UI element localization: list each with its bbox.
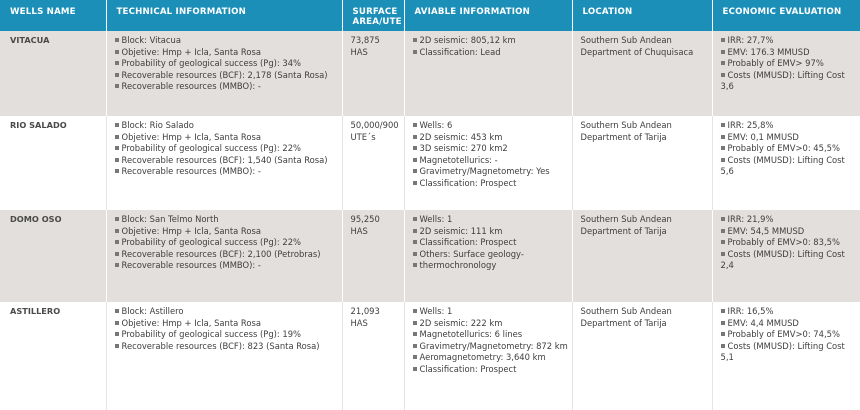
location-department: Department of Tarija [580,225,667,236]
list-item [413,143,568,155]
list-item-text: Wells: 6 [419,120,453,130]
list-item-text: IRR: 21,9% [727,214,774,224]
list-item [413,214,568,226]
list-item [721,341,857,364]
list-item [413,260,568,272]
list-item-text: EMV: 54,5 MMUSD [727,225,805,236]
list-item-text: IRR: 27,7% [727,35,774,45]
list-item-text: IRR: 16,5% [727,306,774,316]
well-name-cell [0,116,106,210]
list-item-text: Block: Astillero [121,306,184,316]
list-item-text: Block: Vitacua [121,35,181,45]
list-item-text: EMV: 0,1 MMUSD [727,131,799,142]
list-item [115,58,338,70]
list-item-text: Magnetotellurics: - [419,154,498,165]
bullet-icon [115,252,119,256]
list-item [413,306,568,318]
list-item [115,70,338,82]
bullet-icon [721,309,725,313]
location-cell [572,210,712,302]
list-item [413,226,568,238]
economic-eval-cell [712,116,860,210]
bullet-list [413,306,568,375]
bullet-icon [115,169,119,173]
list-item [721,70,857,93]
list-item [413,329,568,341]
bullet-icon [721,50,725,54]
list-item [721,214,857,226]
list-item [115,226,338,238]
bullet-icon [115,123,119,127]
list-item [413,120,568,132]
available-info-cell [404,210,572,302]
bullet-list [721,120,857,178]
list-item [721,143,857,155]
list-item-text: Probability of geological success (Pg): 22% [121,143,302,153]
bullet-icon [721,217,725,221]
surface-unit: HAS [350,46,368,57]
list-item-text: Probably of EMV>0: 83,5% [727,237,840,247]
location-department: Department of Chuquisaca [580,46,694,57]
list-item [115,132,338,144]
list-item-text: 2D seismic: 222 km [419,317,503,328]
bullet-icon [115,135,119,139]
list-item [721,306,857,318]
list-item [115,35,338,47]
list-item-text: Recoverable resources (BCF): 823 (Santa Rosa) [121,340,320,351]
list-item [413,364,568,376]
table-row [0,116,860,210]
list-item [721,47,857,59]
list-item [115,260,338,272]
bullet-icon [721,158,725,162]
list-item-text: Classification: Prospect [419,363,517,374]
bullet-icon [721,240,725,244]
list-item [115,214,338,226]
list-item [721,132,857,144]
list-item-text: Others: Surface geology- [419,248,524,259]
list-item-text: 2D seismic: 805,12 km [419,35,516,45]
list-item-text: Probably of EMV>0: 45,5% [727,143,840,153]
list-item [413,318,568,330]
bullet-list [721,306,857,364]
header-surface-area [342,0,404,31]
surface-area-cell [342,31,404,116]
surface-value: 73,875 [350,35,380,45]
well-name: DOMO OSO [10,214,62,224]
list-item-text: Recoverable resources (MMBO): - [121,81,261,91]
well-name: ASTILLERO [10,306,61,316]
list-item-text: Recoverable resources (BCF): 2,100 (Petrobras) [121,248,321,259]
list-item [721,120,857,132]
location-region: Southern Sub Andean [580,306,672,316]
bullet-icon [115,332,119,336]
bullet-list [721,214,857,272]
bullet-icon [413,50,417,54]
list-item-text: 2D seismic: 111 km [419,225,503,236]
bullet-icon [115,73,119,77]
well-name-cell [0,302,106,410]
list-item [721,35,857,47]
header-location: LOCATION [572,0,712,31]
bullet-icon [413,367,417,371]
table-row [0,31,860,116]
list-item-text: Aeromagnetometry: 3,640 km [419,352,546,362]
bullet-icon [721,344,725,348]
list-item [413,47,568,59]
bullet-icon [413,309,417,313]
list-item [721,58,857,70]
list-item-text: Costs (MMUSD): Lifting Cost 5,6 [720,154,845,176]
bullet-list [115,120,338,178]
bullet-icon [115,50,119,54]
bullet-icon [413,169,417,173]
bullet-icon [721,73,725,77]
surface-area-cell [342,210,404,302]
list-item-text: Block: Rio Salado [121,120,194,130]
bullet-icon [721,146,725,150]
well-name: VITACUA [10,35,50,45]
list-item-text: Wells: 1 [419,214,453,224]
location-department: Department of Tarija [580,317,667,328]
bullet-icon [413,38,417,42]
bullet-icon [115,229,119,233]
list-item-text: Classification: Prospect [419,177,517,188]
list-item-text: Classification: Lead [419,46,501,57]
list-item [413,341,568,353]
well-name-cell [0,31,106,116]
header-technical-information: TECHNICAL INFORMATION [106,0,342,31]
list-item-text: Magnetotellurics: 6 lines [419,329,523,339]
list-item-text: 2D seismic: 453 km [419,131,503,142]
list-item [413,132,568,144]
economic-eval-cell [712,31,860,116]
bullet-list [413,120,568,189]
list-item [721,249,857,272]
list-item-text: EMV: 4,4 MMUSD [727,317,799,328]
list-item-text: Objetive: Hmp + Icla, Santa Rosa [121,317,261,328]
list-item [115,120,338,132]
surface-value: 95,250 [350,214,380,224]
location-department: Department of Tarija [580,131,667,142]
list-item [721,155,857,178]
economic-eval-cell [712,210,860,302]
list-item-text: Probably of EMV> 97% [727,58,824,68]
surface-value: 21,093 [350,306,380,316]
bullet-list [413,214,568,272]
list-item [115,237,338,249]
bullet-icon [721,135,725,139]
bullet-icon [413,158,417,162]
bullet-icon [115,240,119,244]
bullet-icon [115,321,119,325]
header-surface-line1: SURFACE [352,7,398,17]
location-cell [572,31,712,116]
list-item-text: Recoverable resources (BCF): 1,540 (Santa Rosa) [121,154,328,165]
bullet-icon [721,252,725,256]
bullet-list [115,214,338,272]
available-info-cell [404,116,572,210]
header-wells-name: WELLS NAME [0,0,106,31]
list-item [413,166,568,178]
economic-eval-cell [712,302,860,410]
bullet-icon [413,332,417,336]
location-cell [572,116,712,210]
bullet-icon [115,263,119,267]
list-item [413,35,568,47]
list-item-text: EMV: 176.3 MMUSD [727,46,810,57]
list-item-text: Gravimetry/Magnetometry: 872 km [419,340,568,351]
header-economic-evaluation: ECONOMIC EVALUATION [712,0,860,31]
bullet-icon [115,84,119,88]
bullet-icon [413,229,417,233]
header-available-information: AVIABLE INFORMATION [404,0,572,31]
bullet-icon [721,123,725,127]
header-surface-line2: AREA/UTE [352,17,402,27]
list-item-text: Recoverable resources (MMBO): - [121,260,261,270]
list-item-text: Costs (MMUSD): Lifting Cost 5,1 [720,340,845,362]
list-item [115,47,338,59]
bullet-icon [115,309,119,313]
surface-unit: HAS [350,317,368,328]
bullet-icon [721,38,725,42]
list-item [115,166,338,178]
list-item [413,155,568,167]
list-item-text: thermochronology [419,260,497,270]
list-item-text: Costs (MMUSD): Lifting Cost 3,6 [720,69,845,91]
list-item-text: 3D seismic: 270 km2 [419,143,508,153]
bullet-icon [721,229,725,233]
surface-unit: HAS [350,225,368,236]
list-item [721,318,857,330]
list-item [115,249,338,261]
list-item [413,249,568,261]
bullet-icon [115,38,119,42]
list-item-text: Objetive: Hmp + Icla, Santa Rosa [121,225,261,236]
bullet-icon [721,321,725,325]
available-info-cell [404,31,572,116]
bullet-icon [413,123,417,127]
list-item [115,81,338,93]
technical-info-cell [106,31,342,116]
technical-info-cell [106,116,342,210]
location-cell [572,302,712,410]
bullet-icon [413,240,417,244]
surface-area-cell [342,302,404,410]
list-item-text: Gravimetry/Magnetometry: Yes [419,166,550,176]
bullet-icon [115,61,119,65]
bullet-icon [115,344,119,348]
location-region: Southern Sub Andean [580,120,672,130]
bullet-icon [413,146,417,150]
header-row [0,0,860,31]
bullet-icon [413,355,417,359]
list-item [721,237,857,249]
bullet-icon [721,61,725,65]
surface-area-cell [342,116,404,210]
list-item-text: Classification: Prospect [419,237,517,247]
technical-info-cell [106,210,342,302]
list-item-text: Wells: 1 [419,306,453,316]
bullet-icon [721,332,725,336]
list-item-text: Costs (MMUSD): Lifting Cost 2,4 [720,248,845,270]
well-name-cell [0,210,106,302]
list-item [115,155,338,167]
bullet-icon [413,252,417,256]
bullet-icon [115,158,119,162]
bullet-icon [413,263,417,267]
list-item [413,352,568,364]
list-item-text: Probability of geological success (Pg): 19% [121,329,302,339]
bullet-icon [413,135,417,139]
list-item [721,329,857,341]
technical-info-cell [106,302,342,410]
location-region: Southern Sub Andean [580,35,672,45]
list-item-text: Objetive: Hmp + Icla, Santa Rosa [121,131,261,142]
available-info-cell [404,302,572,410]
bullet-icon [413,181,417,185]
list-item-text: Probability of geological success (Pg): 22% [121,237,302,247]
list-item-text: Probably of EMV>0: 74,5% [727,329,840,339]
well-name: RIO SALADO [10,120,67,130]
table-row [0,210,860,302]
list-item [115,341,338,353]
list-item-text: IRR: 25,8% [727,120,774,130]
list-item [115,329,338,341]
list-item [115,143,338,155]
bullet-list [721,35,857,93]
list-item-text: Block: San Telmo North [121,214,219,224]
bullet-icon [413,344,417,348]
bullet-icon [115,217,119,221]
bullet-list [413,35,568,58]
bullet-icon [413,217,417,221]
list-item-text: Recoverable resources (MMBO): - [121,166,261,176]
list-item [413,237,568,249]
list-item-text: Recoverable resources (BCF): 2,178 (Santa Rosa) [121,69,328,80]
list-item [413,178,568,190]
list-item [115,306,338,318]
bullet-icon [115,146,119,150]
surface-value: 50,000/900 [350,120,399,130]
list-item [115,318,338,330]
list-item-text: Objetive: Hmp + Icla, Santa Rosa [121,46,261,57]
bullet-icon [413,321,417,325]
bullet-list [115,35,338,93]
list-item-text: Probability of geological success (Pg): 34% [121,58,302,68]
bullet-list [115,306,338,352]
table-row [0,302,860,410]
location-region: Southern Sub Andean [580,214,672,224]
list-item [721,226,857,238]
surface-unit: UTE´s [350,131,376,142]
